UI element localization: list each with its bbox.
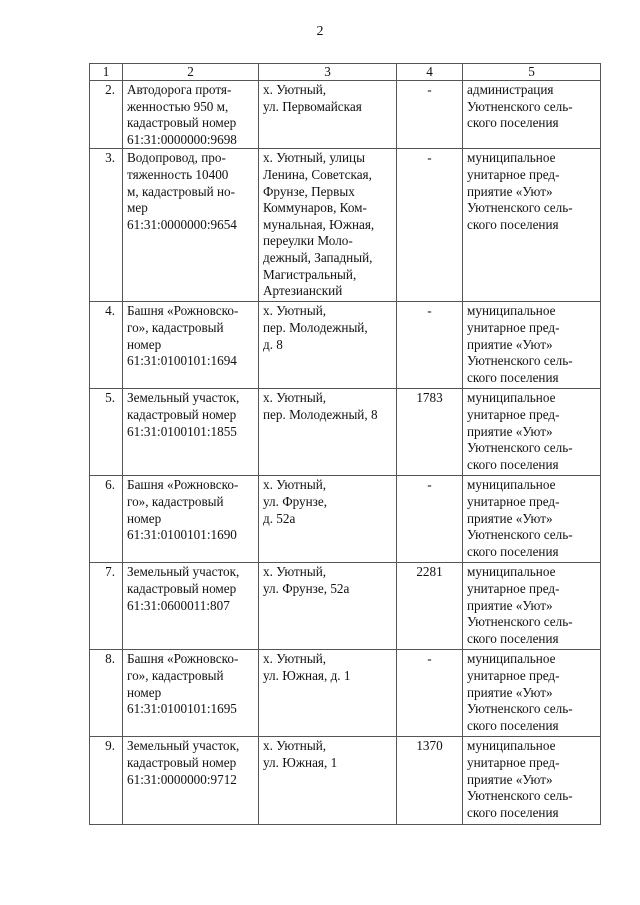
object-holder: муниципальное унитарное пред- приятие «Уют» Уютненского сель- ского поселения [463, 563, 601, 650]
column-header-4: 4 [397, 64, 463, 81]
column-header-3: 3 [259, 64, 397, 81]
column-header-5: 5 [463, 64, 601, 81]
object-name: Земельный участок, кадастровый номер 61:31:0600011:807 [123, 563, 259, 650]
property-register-table [89, 63, 601, 825]
object-area: 1783 [397, 389, 463, 476]
table-header-row [90, 64, 601, 81]
object-holder: муниципальное унитарное пред- приятие «Уют» Уютненского сель- ского поселения [463, 389, 601, 476]
object-area: - [397, 650, 463, 737]
object-area: - [397, 476, 463, 563]
column-header-2: 2 [123, 64, 259, 81]
table-row [90, 650, 601, 737]
object-location: х. Уютный, ул. Фрунзе, д. 52а [259, 476, 397, 563]
object-location: х. Уютный, ул. Первомайская [259, 81, 397, 149]
object-holder: муниципальное унитарное пред- приятие «Уют» Уютненского сель- ского поселения [463, 302, 601, 389]
object-location: х. Уютный, пер. Молодежный, 8 [259, 389, 397, 476]
object-holder: муниципальное унитарное пред- приятие «Уют» Уютненского сель- ского поселения [463, 737, 601, 825]
object-location: х. Уютный, ул. Южная, 1 [259, 737, 397, 825]
page-number: 2 [316, 24, 324, 39]
row-number: 6. [90, 476, 123, 563]
row-number: 8. [90, 650, 123, 737]
row-number: 7. [90, 563, 123, 650]
table-row [90, 476, 601, 563]
table-row [90, 563, 601, 650]
object-holder: муниципальное унитарное пред- приятие «Уют» Уютненского сель- ского поселения [463, 650, 601, 737]
object-holder: муниципальное унитарное пред- приятие «Уют» Уютненского сель- ского поселения [463, 149, 601, 302]
object-name: Автодорога протя- женностью 950 м, кадастровый номер 61:31:0000000:9698 [123, 81, 259, 149]
object-location: х. Уютный, улицы Ленина, Советская, Фрунзе, Первых Коммунаров, Ком- мунальная, Южная, переулки Моло- дежный, Западный, Магистральный, Артезианский [259, 149, 397, 302]
column-header-1: 1 [90, 64, 123, 81]
table-row [90, 737, 601, 825]
object-area: - [397, 81, 463, 149]
object-holder: муниципальное унитарное пред- приятие «Уют» Уютненского сель- ского поселения [463, 476, 601, 563]
object-name: Башня «Рожновско- го», кадастровый номер 61:31:0100101:1690 [123, 476, 259, 563]
row-number: 9. [90, 737, 123, 825]
table-row [90, 81, 601, 149]
object-name: Башня «Рожновско- го», кадастровый номер 61:31:0100101:1695 [123, 650, 259, 737]
object-name: Водопровод, про- тяженность 10400 м, кадастровый но- мер 61:31:0000000:9654 [123, 149, 259, 302]
row-number: 5. [90, 389, 123, 476]
row-number: 4. [90, 302, 123, 389]
object-area: 1370 [397, 737, 463, 825]
row-number: 3. [90, 149, 123, 302]
table-row [90, 149, 601, 302]
table-row [90, 302, 601, 389]
object-name: Земельный участок, кадастровый номер 61:31:0100101:1855 [123, 389, 259, 476]
object-location: х. Уютный, ул. Фрунзе, 52а [259, 563, 397, 650]
row-number: 2. [90, 81, 123, 149]
table-row [90, 389, 601, 476]
object-area: - [397, 149, 463, 302]
object-name: Земельный участок, кадастровый номер 61:31:0000000:9712 [123, 737, 259, 825]
object-holder: администрация Уютненского сель- ского поселения [463, 81, 601, 149]
object-name: Башня «Рожновско- го», кадастровый номер 61:31:0100101:1694 [123, 302, 259, 389]
object-area: 2281 [397, 563, 463, 650]
object-area: - [397, 302, 463, 389]
object-location: х. Уютный, ул. Южная, д. 1 [259, 650, 397, 737]
object-location: х. Уютный, пер. Молодежный, д. 8 [259, 302, 397, 389]
